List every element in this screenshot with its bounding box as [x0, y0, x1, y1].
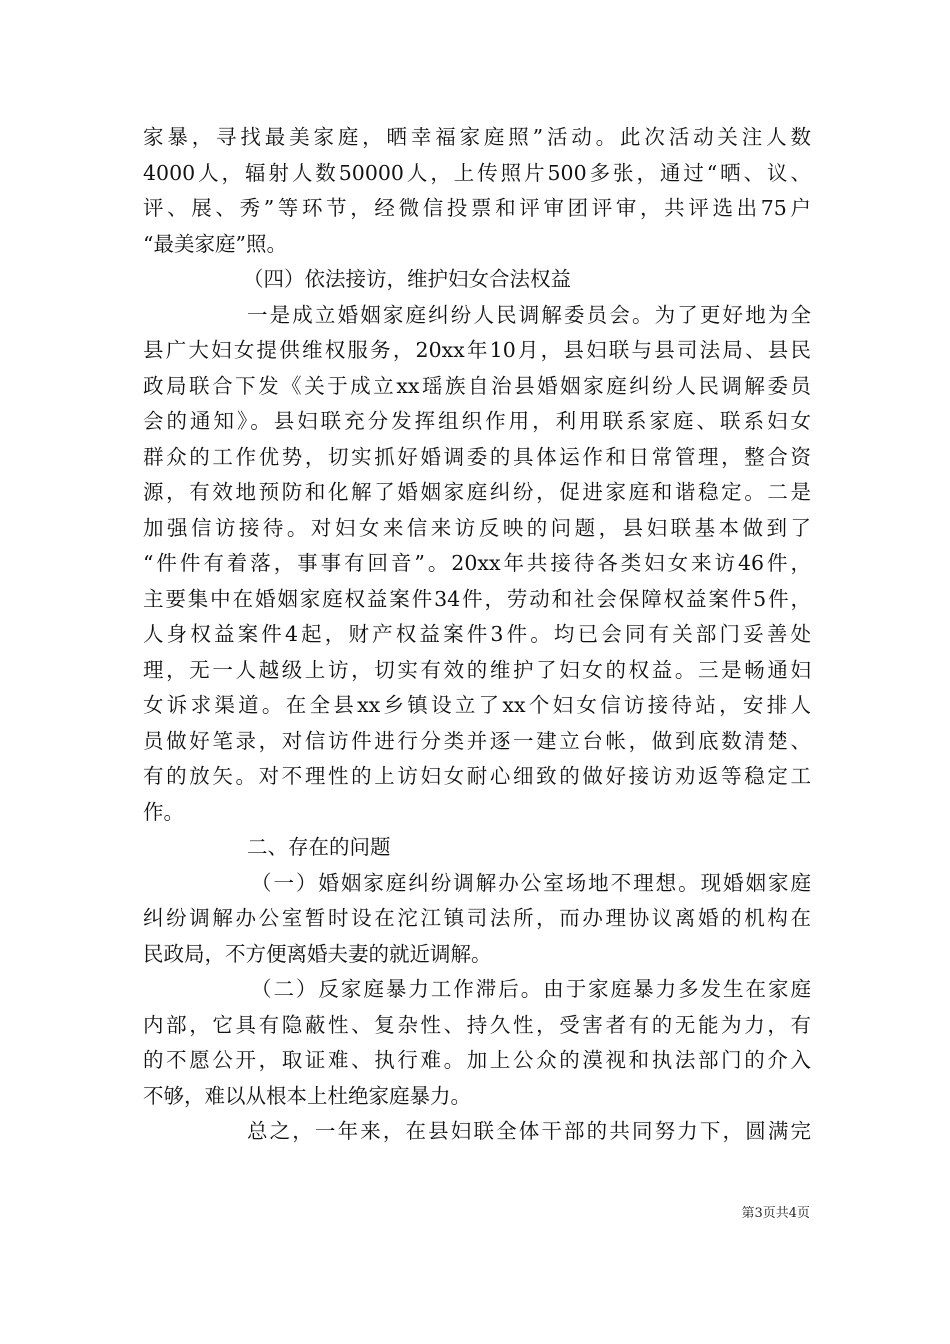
text-line: 县广大妇女提供维权服务，20xx年10月，县妇联与县司法局、县民 — [143, 338, 811, 362]
text-line: 家暴，寻找最美家庭，晒幸福家庭照”活动。此次活动关注人数 — [143, 125, 811, 149]
text-line: 理，无一人越级上访，切实有效的维护了妇女的权益。三是畅通妇 — [143, 657, 811, 682]
text-line: 一是成立婚姻家庭纠纷人民调解委员会。为了更好地为全 — [247, 302, 811, 327]
text-line: 政局联合下发《关于成立xx瑶族自治县婚姻家庭纠纷人民调解委员 — [143, 373, 811, 398]
text-line: 内部，它具有隐蔽性、复杂性、持久性，受害者有的无能为力，有 — [143, 1012, 811, 1037]
text-line: 4000人，辐射人数50000人，上传照片500多张，通过“晒、议、 — [143, 160, 811, 185]
document-body — [143, 120, 811, 1150]
text-line: 加强信访接待。对妇女来信来访反映的问题，县妇联基本做到了 — [143, 515, 811, 540]
text-line: 有的放矢。对不理性的上访妇女耐心细致的做好接访劝返等稳定工 — [143, 764, 811, 788]
text-line: 民政局，不方便离婚夫妻的就近调解。 — [143, 941, 492, 966]
text-line: 总之，一年来，在县妇联全体干部的共同努力下，圆满完 — [247, 1119, 811, 1143]
text-line: 二、存在的问题 — [247, 835, 391, 859]
text-line: 的不愿公开，取证难、执行难。加上公众的漠视和执法部门的介入 — [143, 1048, 811, 1072]
text-line: （二）反家庭暴力工作滞后。由于家庭暴力多发生在家庭 — [251, 977, 811, 1001]
text-line: 评、展、秀”等环节，经微信投票和评审团评审，共评选出75户 — [143, 196, 811, 220]
text-line: “件件有着落，事事有回音”。20xx年共接待各类妇女来访46件， — [143, 551, 811, 575]
text-line: 不够，难以从根本上杜绝家庭暴力。 — [143, 1083, 471, 1108]
text-line: 群众的工作优势，切实抓好婚调委的具体运作和日常管理，整合资 — [143, 444, 811, 469]
text-line: “最美家庭”照。 — [143, 231, 287, 256]
text-line: 会的通知》。县妇联充分发挥组织作用，利用联系家庭、联系妇女 — [143, 409, 811, 433]
text-line: （四）依法接访，维护妇女合法权益 — [243, 267, 571, 291]
page-number: 第3页共4页 — [741, 1206, 810, 1221]
text-line: 员做好笔录，对信访件进行分类并逐一建立台帐，做到底数清楚、 — [143, 728, 811, 753]
text-line: 作。 — [143, 799, 184, 824]
text-line: 主要集中在婚姻家庭权益案件34件，劳动和社会保障权益案件5件， — [143, 586, 811, 611]
text-line: 纠纷调解办公室暂时设在沱江镇司法所，而办理协议离婚的机构在 — [143, 906, 811, 930]
text-line: 人身权益案件4起，财产权益案件3件。均已会同有关部门妥善处 — [143, 622, 811, 646]
text-line: 女诉求渠道。在全县xx乡镇设立了xx个妇女信访接待站，安排人 — [143, 693, 811, 717]
text-line: （一）婚姻家庭纠纷调解办公室场地不理想。现婚姻家庭 — [251, 870, 811, 895]
text-line: 源，有效地预防和化解了婚姻家庭纠纷，促进家庭和谐稳定。二是 — [143, 480, 811, 504]
